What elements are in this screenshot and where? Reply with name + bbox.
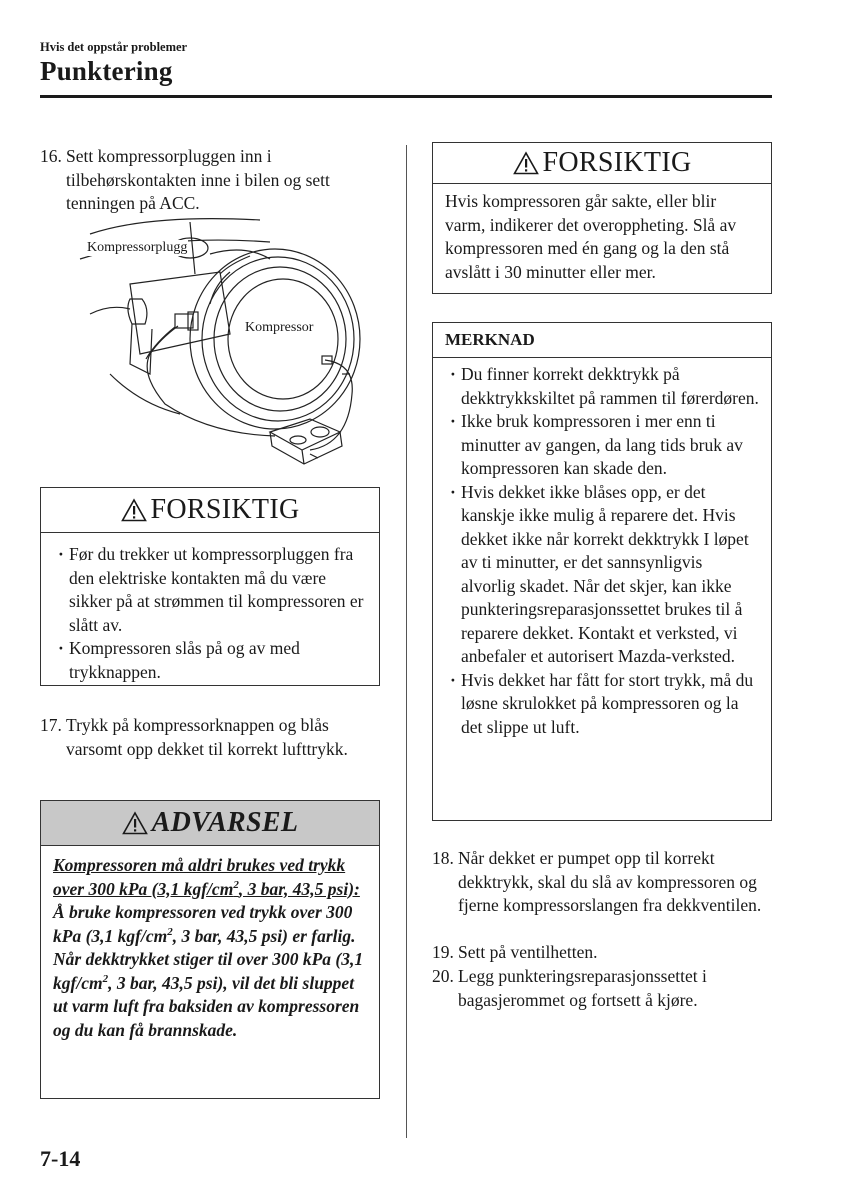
superscript: 2: [102, 972, 109, 985]
warning-text: [41, 846, 379, 1052]
note-item: · Ikke bruk kompressoren i mer enn ti minutter av gangen, da lang tids bruk av kompressoren kan skade den.: [447, 410, 759, 481]
caution-item: · Kompressoren slås på og av med trykknappen.: [55, 637, 365, 684]
warning-body-part: , 3 bar, 43,5 psi) er farlig. Når dekktrykket stiger til over 300 kPa (3,1 kgf/cm: [53, 925, 364, 993]
caution-item: · Før du trekker ut kompressorpluggen fra den elektriske kontakten må du være sikker på at strømmen til kompressoren er slått av.: [55, 543, 365, 637]
caution-title: FORSIKTIG: [542, 147, 692, 178]
step-19: [432, 941, 772, 965]
step-16: [40, 145, 380, 216]
label-compressor: Kompressor: [245, 320, 314, 335]
section-header: Hvis det oppstår problemer: [40, 40, 188, 54]
note-heading: MERKNAD: [433, 323, 771, 358]
column-divider: [406, 145, 407, 1138]
step-text: Trykk på kompressorknappen og blås varsomt opp dekket til korrekt lufttrykk.: [66, 715, 348, 759]
warning-body-part: Å bruke kompressoren ved trykk over 300 kPa (3,1 kgf/cm: [53, 902, 353, 946]
step-number: 16.: [40, 146, 62, 166]
warning-body-part: , 3 bar, 43,5 psi), vil det bli sluppet ut varm luft fra baksiden av kompressoren og du kan få brannskade.: [53, 972, 360, 1040]
step-number: 20.: [432, 966, 454, 986]
note-item: · Du finner korrekt dekktrykk på dekktrykkskiltet på rammen til førerdøren.: [447, 363, 759, 410]
step-number: 18.: [432, 848, 454, 868]
warning-heading: [41, 801, 379, 846]
superscript: 2: [233, 878, 239, 891]
step-number: 19.: [432, 942, 454, 962]
step-18: [432, 847, 772, 918]
warning-lead-part: , 3 bar, 43,5 psi):: [238, 878, 360, 899]
note-item: · Hvis dekket ikke blåses opp, er det kanskje ikke mulig å reparere det. Hvis dekket ikke når korrekt dekktrykk I løpet av ti minutter, er det sannsynligvis alvorlig skadet. Når det skjer, kan ikke punkteringsreparasjonssettet brukes til å reparere dekket. Kontakt et verksted, vi anbefaler et autorisert Mazda-verksted.: [447, 481, 759, 669]
note-item: · Hvis dekket har fått for stort trykk, må du løsne skrulokket på kompressoren og la det slippe ut luft.: [447, 669, 759, 740]
caution-heading: [41, 488, 379, 533]
warning-lead-part: Kompressoren må aldri brukes ved trykk over 300 kPa (3,1 kgf/cm: [53, 855, 346, 899]
step-text: Legg punkteringsreparasjonssettet i bagasjerommet og fortsett å kjøre.: [458, 966, 707, 1010]
note-box: [432, 322, 772, 821]
page-title: Punktering: [40, 56, 173, 86]
caution-heading: [433, 143, 771, 184]
warning-triangle-icon: [122, 811, 148, 835]
warning-box: [40, 800, 380, 1099]
caution-box-left: [40, 487, 380, 686]
caution-title: FORSIKTIG: [150, 494, 300, 525]
step-text: Sett på ventilhetten.: [458, 942, 598, 962]
page-number: 7-14: [40, 1146, 81, 1171]
label-compressor-plug: Kompressorplugg: [87, 240, 188, 255]
header-rule: [40, 95, 772, 98]
step-number: 17.: [40, 715, 62, 735]
step-20: [432, 965, 772, 1012]
step-17: [40, 714, 380, 761]
warning-title: ADVARSEL: [151, 807, 299, 838]
warning-lead: [53, 855, 360, 899]
warning-triangle-icon: [121, 498, 147, 522]
warning-triangle-icon: [513, 151, 539, 175]
superscript: 2: [167, 925, 173, 938]
caution-text: Hvis kompressoren går sakte, eller blir varm, indikerer det overoppheting. Slå av kompressoren med én gang og la den stå avslått i 30 minutter eller mer.: [445, 191, 737, 282]
step-text: Når dekket er pumpet opp til korrekt dekktrykk, skal du slå av kompressoren og fjerne kompressorslangen fra dekkventilen.: [458, 848, 762, 915]
compressor-illustration: [70, 214, 370, 476]
step-text: Sett kompressorpluggen inn i tilbehørskontakten inne i bilen og sett tenningen på ACC.: [66, 146, 330, 213]
caution-box-right: [432, 142, 772, 294]
